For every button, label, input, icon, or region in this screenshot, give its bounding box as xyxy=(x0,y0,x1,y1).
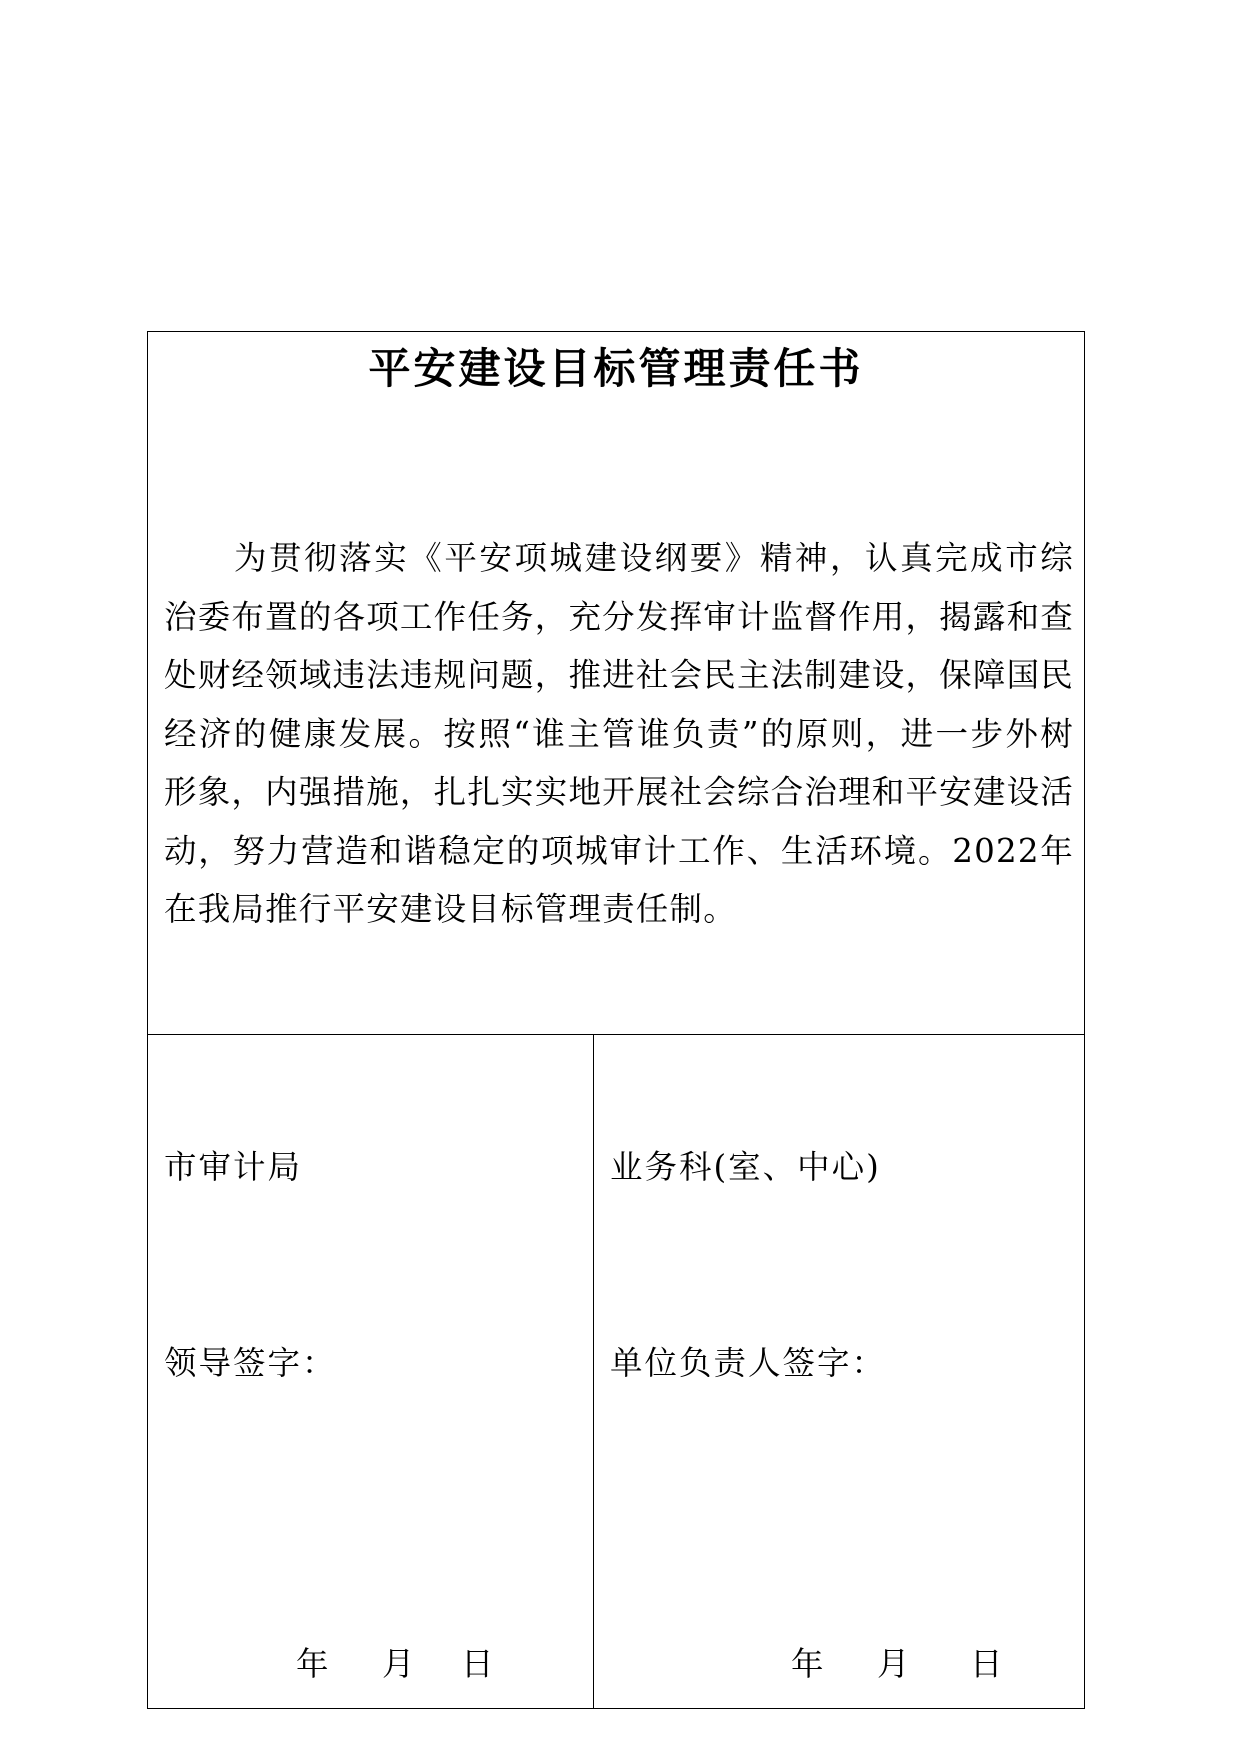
right-date-month: 月 xyxy=(877,1645,910,1683)
document-title: 平安建设目标管理责任书 xyxy=(368,344,864,393)
right-party-name: 业务科(室、中心) xyxy=(610,1148,881,1186)
left-date-day: 日 xyxy=(461,1645,494,1683)
responsibility-table xyxy=(147,331,1085,1709)
content-cell xyxy=(148,332,1084,1035)
right-signature-cell xyxy=(594,1035,1084,1708)
right-date-day: 日 xyxy=(970,1645,1003,1683)
left-date-year: 年 xyxy=(296,1645,329,1683)
left-signature-label: 领导签字： xyxy=(164,1344,337,1382)
left-date-month: 月 xyxy=(382,1645,415,1683)
left-signature-cell xyxy=(148,1035,594,1708)
right-signature-label: 单位负责人签字： xyxy=(610,1344,887,1382)
body-paragraph: 为贯彻落实《平安项城建设纲要》精神，认真完成市综治委布置的各项工作任务，充分发挥审计监督作用，揭露和查处财经领域违法违规问题，推进社会民主法制建设，保障国民经济的健康发展。按照“谁主管谁负责”的原则，进一步外树形象，内强措施，扎扎实实地开展社会综合治理和平安建设活动，努力营造和谐稳定的项城审计工作、生活环境。2022年在我局推行平安建设目标管理责任制。 xyxy=(164,539,1074,928)
left-party-name: 市审计局 xyxy=(164,1148,303,1186)
right-date-year: 年 xyxy=(791,1645,824,1683)
